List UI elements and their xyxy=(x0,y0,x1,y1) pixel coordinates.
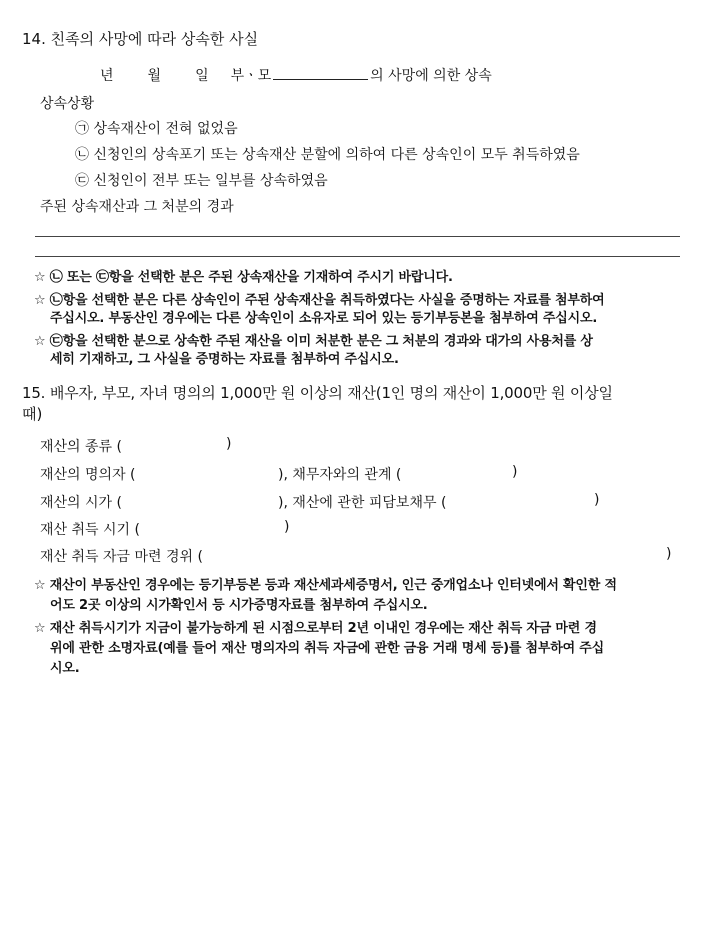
field-fund-close: ) xyxy=(666,546,672,562)
field-acq-time-label: 재산 취득 시기 ( xyxy=(40,522,140,538)
note-15-1-line2: 어도 2곳 이상의 시가확인서 등 시가증명자료를 첨부하여 주십시오. xyxy=(50,598,428,613)
note-15-2-line1: ☆ 재산 취득시기가 지금이 불가능하게 된 시점으로부터 2년 이내인 경우에는 재산 취득 자금 마련 경 xyxy=(34,621,597,636)
note-15-2-line2: 위에 관한 소명자료(예를 들어 재산 명의자의 취득 자금에 관한 금융 거래 명세 등)를 첨부하여 주십 xyxy=(50,641,605,656)
field-secured-label: ), 재산에 관한 피담보채무 ( xyxy=(278,495,447,511)
inheritance-date-line xyxy=(100,65,492,85)
field-secured-close: ) xyxy=(594,492,600,508)
option-renounced[interactable]: ㉡ 신청인의 상속포기 또는 상속재산 분할에 의하여 다른 상속인이 모두 취득하였음 xyxy=(75,147,580,163)
disposal-label: 주된 상속재산과 그 처분의 경과 xyxy=(40,199,234,215)
option-none[interactable]: ㉠ 상속재산이 전혀 없었음 xyxy=(75,121,238,137)
note-14-2-line2: 주십시오. 부동산인 경우에는 다른 상속인이 소유자로 되어 있는 등기부등본을 첨부하여 주십시오. xyxy=(50,311,598,326)
option-inherited[interactable]: ㉢ 신청인이 전부 또는 일부를 상속하였음 xyxy=(75,173,328,189)
field-kind-close: ) xyxy=(226,436,232,452)
situation-label: 상속상황 xyxy=(40,96,95,112)
note-14-2-line1: ☆ ㉡항을 선택한 분은 다른 상속인이 주된 상속재산을 취득하였다는 사실을 증명하는 자료를 첨부하여 xyxy=(34,293,605,308)
note-14-3-line2: 세히 기재하고, 그 사실을 증명하는 자료를 첨부하여 주십시오. xyxy=(50,352,399,367)
write-line-2[interactable] xyxy=(35,256,680,257)
field-value-label: 재산의 시가 ( xyxy=(40,495,122,511)
field-kind-label: 재산의 종류 ( xyxy=(40,439,122,455)
month-label: 월 xyxy=(147,68,162,84)
write-line-1[interactable] xyxy=(35,236,680,237)
death-suffix: 의 사망에 의한 상속 xyxy=(370,68,492,84)
field-acq-time-close: ) xyxy=(284,519,290,535)
field-fund-label: 재산 취득 자금 마련 경위 ( xyxy=(40,549,203,565)
note-14-1: ☆ ㉡ 또는 ㉢항을 선택한 분은 주된 상속재산을 기재하여 주시기 바랍니다. xyxy=(34,270,453,285)
field-owner-label: 재산의 명의자 ( xyxy=(40,467,136,483)
field-owner-rel-label: ), 채무자와의 관계 ( xyxy=(278,467,402,483)
note-15-1-line1: ☆ 재산이 부동산인 경우에는 등기부등본 등과 재산세과세증명서, 인근 중개업소나 인터넷에서 확인한 적 xyxy=(34,578,617,593)
section-15-title-cont: 때) xyxy=(22,405,43,423)
parent-label: 부ㆍ모 xyxy=(230,68,272,84)
day-label: 일 xyxy=(195,68,209,84)
deceased-name-blank[interactable] xyxy=(273,65,368,80)
section-14-title: 14. 친족의 사망에 따라 상속한 사실 xyxy=(22,30,259,48)
note-14-3-line1: ☆ ㉢항을 선택한 분으로 상속한 주된 재산을 이미 처분한 분은 그 처분의 경과와 대가의 사용처를 상 xyxy=(34,334,593,349)
field-owner-rel-close: ) xyxy=(512,464,518,480)
year-label: 년 xyxy=(100,68,114,84)
note-15-2-line3: 시오. xyxy=(50,661,80,676)
section-15-title: 15. 배우자, 부모, 자녀 명의의 1,000만 원 이상의 재산(1인 명의 재산이 1,000만 원 이상일 xyxy=(22,384,613,402)
